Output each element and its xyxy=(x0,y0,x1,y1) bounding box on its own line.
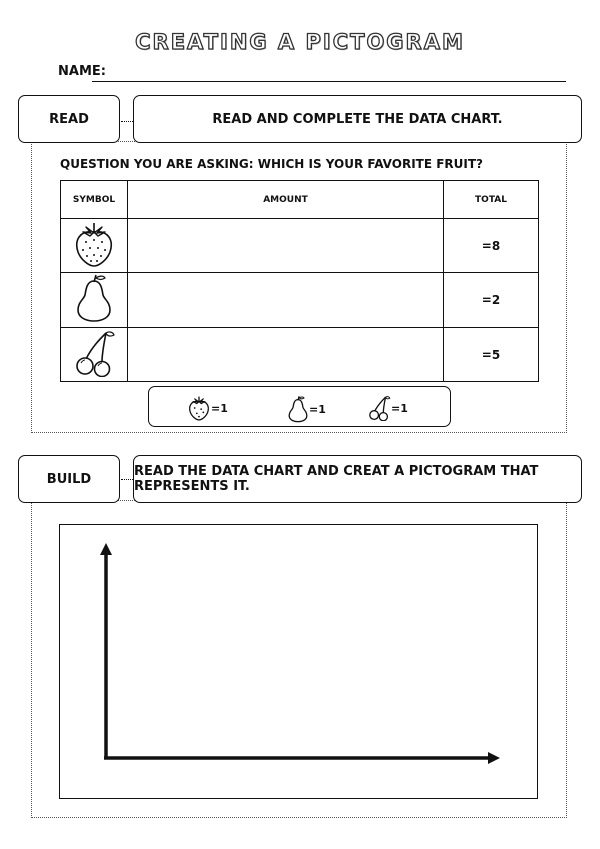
build-connector xyxy=(121,479,133,480)
total-cell: =2 xyxy=(444,273,539,328)
total-cell: =8 xyxy=(444,219,539,273)
total-header: TOTAL xyxy=(444,181,539,219)
page-title: CREATING A PICTOGRAM xyxy=(135,30,465,54)
table-row xyxy=(61,219,539,273)
pear-icon xyxy=(74,273,114,323)
build-tag: BUILD xyxy=(18,455,120,503)
pear-icon xyxy=(287,395,309,423)
symbol-cell xyxy=(61,273,128,328)
table-header-row xyxy=(61,181,539,219)
read-connector xyxy=(121,121,133,122)
name-label: NAME: xyxy=(58,64,106,79)
key-value: =1 xyxy=(211,401,228,415)
y-axis-arrow-icon xyxy=(100,543,112,555)
symbol-key xyxy=(148,386,451,427)
cherry-icon xyxy=(72,329,116,377)
read-tag: READ xyxy=(18,95,120,143)
strawberry-icon xyxy=(187,395,211,421)
x-axis-arrow-icon xyxy=(488,752,500,764)
key-value: =1 xyxy=(391,401,408,415)
amount-cell[interactable] xyxy=(128,328,444,382)
amount-header: AMOUNT xyxy=(128,181,444,219)
build-instruction: READ THE DATA CHART AND CREAT A PICTOGRAM THAT REPRESENTS IT. xyxy=(133,455,582,503)
key-item-strawberry xyxy=(187,395,228,421)
pictogram-drawing-area[interactable] xyxy=(59,524,538,799)
amount-cell[interactable] xyxy=(128,219,444,273)
symbol-cell xyxy=(61,219,128,273)
symbol-cell xyxy=(61,328,128,382)
name-line[interactable] xyxy=(92,81,566,82)
key-item-cherry xyxy=(367,395,408,421)
table-row xyxy=(61,328,539,382)
key-item-pear xyxy=(287,395,326,423)
amount-cell[interactable] xyxy=(128,273,444,328)
table-row xyxy=(61,273,539,328)
key-value: =1 xyxy=(309,402,326,416)
cherry-icon xyxy=(367,395,391,421)
total-cell: =5 xyxy=(444,328,539,382)
symbol-header: SYMBOL xyxy=(61,181,128,219)
question-text: QUESTION YOU ARE ASKING: WHICH IS YOUR FAVORITE FRUIT? xyxy=(60,157,484,171)
strawberry-icon xyxy=(72,220,116,268)
blank-axes xyxy=(60,525,536,797)
data-chart-table xyxy=(60,180,539,382)
read-instruction: READ AND COMPLETE THE DATA CHART. xyxy=(133,95,582,143)
